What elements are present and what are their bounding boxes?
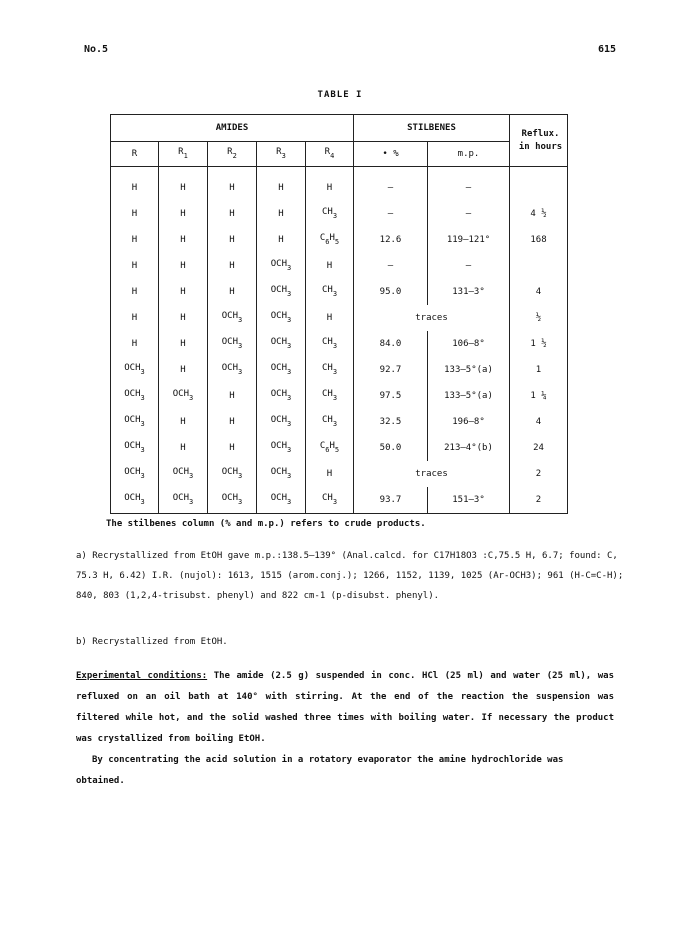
table-cell: H (306, 461, 354, 487)
column-header: $R_2$ (208, 142, 257, 167)
table-cell: $OCH_3$ (257, 279, 306, 305)
table-cell: H (159, 167, 208, 202)
stilbenes-header: STILBENES (354, 115, 510, 142)
table-cell: 2 (510, 487, 568, 514)
page-number: 615 (598, 44, 617, 55)
experimental-paragraph (76, 666, 614, 750)
table-row (111, 383, 568, 409)
table-cell: $C_6H_5$ (306, 227, 354, 253)
table-cell: H (208, 167, 257, 202)
table-cell: H (208, 227, 257, 253)
table-cell: $OCH_3$ (111, 357, 159, 383)
table-cell (510, 253, 568, 279)
table-cell: 4 (510, 279, 568, 305)
table-cell: $OCH_3$ (257, 331, 306, 357)
table-cell: — (354, 167, 428, 202)
footnote-b: b) Recrystallized from EtOH. (76, 637, 228, 647)
table-cell: $OCH_3$ (208, 357, 257, 383)
table-cell: 213–4°(b) (428, 435, 510, 461)
table-group-header (111, 115, 568, 142)
column-header: $R_4$ (306, 142, 354, 167)
table-cell: H (208, 201, 257, 227)
column-header: $R_3$ (257, 142, 306, 167)
table-cell: 4 ½ (510, 201, 568, 227)
table-cell: ½ (510, 305, 568, 331)
table-cell: $OCH_3$ (111, 461, 159, 487)
table-cell: 133–5°(a) (428, 383, 510, 409)
results-table (110, 114, 568, 514)
table-cell: H (111, 305, 159, 331)
table-cell: 133–5°(a) (428, 357, 510, 383)
table-cell: $OCH_3$ (257, 487, 306, 514)
table-row (111, 331, 568, 357)
table-column-header (111, 142, 568, 167)
table-cell: $OCH_3$ (257, 253, 306, 279)
table-cell: $OCH_3$ (111, 487, 159, 514)
table-cell: H (306, 305, 354, 331)
table-row (111, 253, 568, 279)
table-row (111, 201, 568, 227)
table-cell: $OCH_3$ (208, 305, 257, 331)
table-cell: H (159, 357, 208, 383)
experimental-heading: Experimental conditions: (76, 671, 208, 681)
table-cell: 12.6 (354, 227, 428, 253)
table-cell: 92.7 (354, 357, 428, 383)
table-cell: 1 ½ (510, 331, 568, 357)
table-row (111, 461, 568, 487)
column-header: • % (354, 142, 428, 167)
table-cell: $OCH_3$ (257, 357, 306, 383)
table-cell: 4 (510, 409, 568, 435)
table-cell: H (111, 253, 159, 279)
table-cell: 131–3° (428, 279, 510, 305)
amides-header: AMIDES (111, 115, 354, 142)
table-cell: H (111, 201, 159, 227)
table-cell: $OCH_3$ (208, 461, 257, 487)
table-cell: $CH_3$ (306, 201, 354, 227)
table-cell: — (354, 201, 428, 227)
table-cell: 151–3° (428, 487, 510, 514)
table-cell: H (159, 201, 208, 227)
table-cell: $OCH_3$ (257, 409, 306, 435)
table-cell: 119–121° (428, 227, 510, 253)
table-row (111, 435, 568, 461)
table-note: The stilbenes column (% and m.p.) refers to crude products. (106, 519, 426, 529)
table-cell: H (111, 227, 159, 253)
table-row (111, 409, 568, 435)
table-cell: $OCH_3$ (159, 487, 208, 514)
table-cell: 95.0 (354, 279, 428, 305)
table-row (111, 227, 568, 253)
table-cell: H (111, 167, 159, 202)
table-cell: H (306, 253, 354, 279)
table-cell: H (159, 305, 208, 331)
table-cell: — (428, 201, 510, 227)
table-cell: H (159, 253, 208, 279)
column-header: R (111, 142, 159, 167)
table-cell: $OCH_3$ (111, 383, 159, 409)
table-cell: H (257, 167, 306, 202)
table-cell: $OCH_3$ (159, 461, 208, 487)
table-cell: H (257, 201, 306, 227)
table-cell: $CH_3$ (306, 279, 354, 305)
table-cell: 84.0 (354, 331, 428, 357)
table-cell: H (159, 279, 208, 305)
table-cell: $OCH_3$ (257, 435, 306, 461)
table-cell: $CH_3$ (306, 487, 354, 514)
final-paragraph: By concentrating the acid solution in a rotatory evaporator the amine hydrochloride was obtained. (76, 755, 564, 786)
table-cell: $OCH_3$ (208, 487, 257, 514)
table-cell: $OCH_3$ (111, 435, 159, 461)
table-cell: H (111, 279, 159, 305)
table-row (111, 487, 568, 514)
table-cell: 106–8° (428, 331, 510, 357)
table-row (111, 357, 568, 383)
table-cell: $CH_3$ (306, 357, 354, 383)
table-cell: $OCH_3$ (257, 461, 306, 487)
table-cell: H (257, 227, 306, 253)
table-cell: H (208, 409, 257, 435)
table-cell: H (208, 253, 257, 279)
table-cell: 24 (510, 435, 568, 461)
table-cell: $CH_3$ (306, 383, 354, 409)
table-cell: 93.7 (354, 487, 428, 514)
table-cell: H (111, 331, 159, 357)
table-cell: 50.0 (354, 435, 428, 461)
table-cell: H (208, 279, 257, 305)
table-title: TABLE I (317, 90, 363, 100)
table-cell (510, 167, 568, 202)
experimental-text: The amide (2.5 g) suspended in conc. HCl (25 ml) and water (25 ml), was refluxed on an oil bath at 140° with stirring. At the end of the reaction the suspension was filtered while hot, and the solid washed three times with boiling water. If necessary the product was crystallized from boiling EtOH. (76, 671, 614, 744)
table-cell: traces (354, 305, 510, 331)
table-cell: H (159, 227, 208, 253)
table-cell: 2 (510, 461, 568, 487)
table-cell: 196–8° (428, 409, 510, 435)
table-cell: 1 ¼ (510, 383, 568, 409)
table-cell: H (306, 167, 354, 202)
column-header: m.p. (428, 142, 510, 167)
table-cell: H (159, 435, 208, 461)
table-cell: 97.5 (354, 383, 428, 409)
table-cell: $OCH_3$ (208, 331, 257, 357)
table-cell: $OCH_3$ (257, 383, 306, 409)
table-cell: H (159, 409, 208, 435)
table-cell: H (208, 435, 257, 461)
table-cell: H (208, 383, 257, 409)
footnote-a: a) Recrystallized from EtOH gave m.p.:138.5–139° (Anal.calcd. for C17H18O3 :C,75.5 H, 6.7; found: C, 75.3 H, 6.42) I.R. (nujol): 1613, 1515 (arom.conj.); 1266, 1152, 1139, 1025 (Ar-OCH3); 961 (H-C=C-H); 840, 803 (1,2,4-trisubst. phenyl) and 822 cm-1 (p-disubst. phenyl). (76, 551, 624, 601)
column-header: $R_1$ (159, 142, 208, 167)
table-cell: 1 (510, 357, 568, 383)
table-cell: H (159, 331, 208, 357)
table-cell: $OCH_3$ (111, 409, 159, 435)
table-row (111, 279, 568, 305)
table-cell: $OCH_3$ (159, 383, 208, 409)
table-cell: traces (354, 461, 510, 487)
journal-number: No.5 (84, 44, 109, 55)
table-cell: $OCH_3$ (257, 305, 306, 331)
table-cell: $CH_3$ (306, 331, 354, 357)
table-cell: — (428, 253, 510, 279)
table-cell: 32.5 (354, 409, 428, 435)
table-cell: — (428, 167, 510, 202)
table-cell: — (354, 253, 428, 279)
table-row (111, 167, 568, 202)
table-cell: $C_6H_5$ (306, 435, 354, 461)
table-row (111, 305, 568, 331)
reflux-header: Reflux. in hours (510, 115, 568, 167)
table-cell: 168 (510, 227, 568, 253)
table-cell: $CH_3$ (306, 409, 354, 435)
